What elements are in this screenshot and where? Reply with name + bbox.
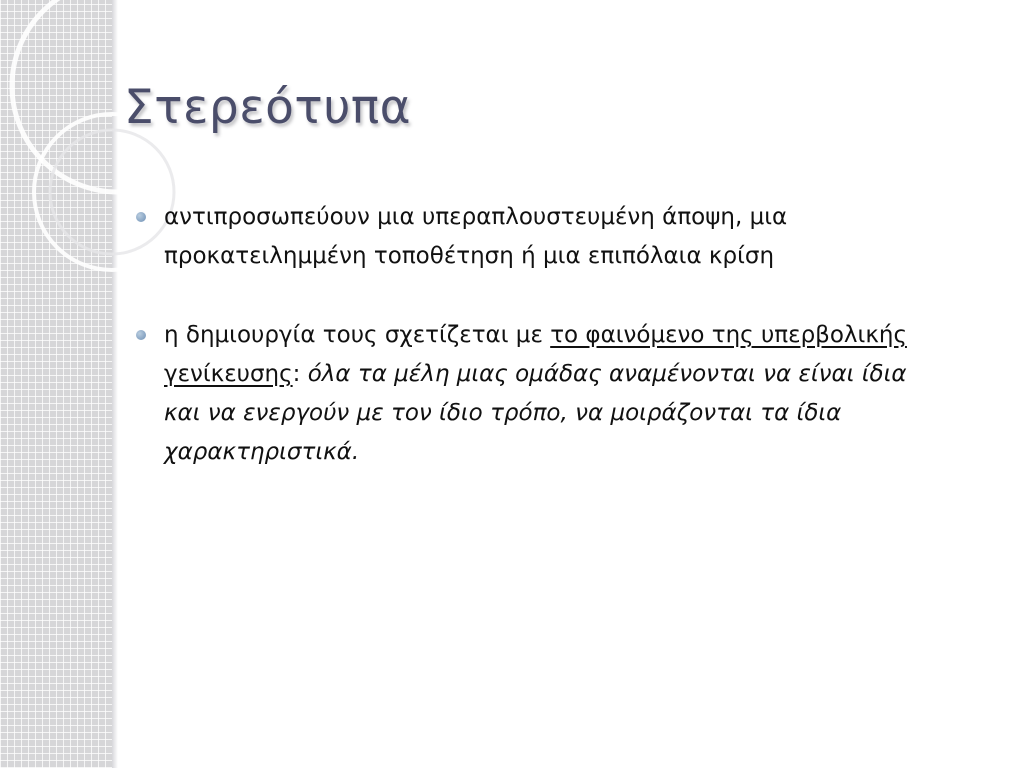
bullet-text-colon: : [292, 361, 308, 387]
slide-title: Στερεότυπα [124, 80, 412, 135]
bullet-text-plain: η δημιουργία τους σχετίζεται με [164, 322, 551, 348]
bullet-text-italic: όλα τα μέλη μιας ομάδας αναμένονται να είναι ίδια και να ενεργούν με τον ίδιο τρόπο, να μοιράζονται τα ίδια χαρακτηριστικά. [164, 361, 907, 465]
bullet-text: αντιπροσωπεύουν μια υπεραπλουστευμένη άποψη, μια προκατειλημμένη τοποθέτηση ή μια επιπόλαια κρίση [164, 204, 788, 269]
round-bullet-icon [136, 330, 146, 340]
bullet-list [132, 198, 922, 512]
round-bullet-icon [136, 212, 146, 222]
bullet-item [132, 316, 922, 472]
bullet-text-underlined: το φαινόμενο της υπερβολικής γενίκευσης [164, 322, 907, 387]
bullet-item [132, 198, 922, 276]
